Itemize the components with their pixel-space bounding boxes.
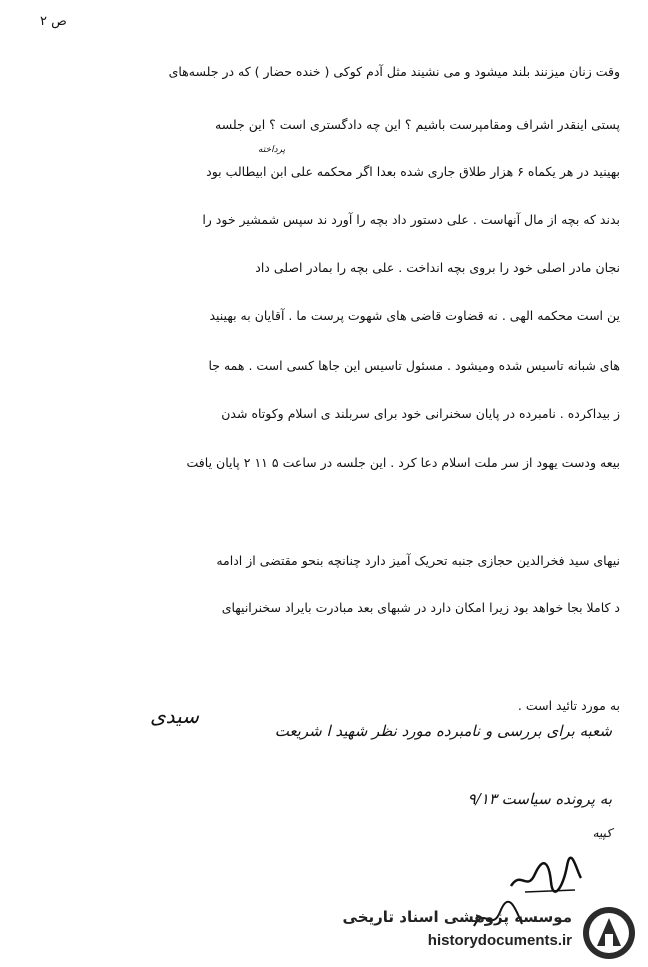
interlinear-note: پرداخته [258, 145, 286, 155]
body-line-9: بیعه ودست یهود از سر ملت اسلام دعا کرد . این جلسه در ساعت ۵ ۱۱ ۲ پایان یافت [186, 455, 620, 470]
watermark-title: موسسه پژوهشی اسناد تاریخی [342, 908, 572, 926]
body-line-4: بدند که بچه از مال آنهاست . علی دستور داد بچه را آورد ند سپس شمشیر خود را [202, 212, 620, 227]
body-line-7: های شبانه تاسیس شده ومیشود . مسئول تاسیس این جاها کسی است . همه جا [208, 358, 620, 373]
handwritten-note-line-1: شعبه برای بررسی و نامبرده مورد نظر شهید ا شریعت [274, 722, 612, 740]
section-line-1: نیهای سید فخرالدین حجازی جنبه تحریک آمیز دارد چنانچه بنحو مقتضی از ادامه [216, 553, 620, 568]
body-line-3: بهینید در هر یکماه ۶ هزار طلاق جاری شده بعدا اگر محکمه علی ابن ابیطالب بود [206, 164, 620, 179]
handwritten-signature-bottom [505, 852, 585, 902]
body-line-2: پستی اینقدر اشراف ومقامپرست باشیم ؟ این چه دادگستری است ؟ این جلسه [215, 117, 620, 132]
archive-logo-icon [580, 904, 638, 962]
watermark [342, 902, 642, 964]
page-number: ص ۲ [40, 14, 67, 29]
confirmation-text: به مورد تائید است . [517, 698, 620, 713]
body-line-1: وقت زنان میزنند بلند میشود و می نشیند مثل آدم کوکی ( خنده حضار ) که در جلسه‌های [168, 64, 620, 79]
watermark-url: historydocuments.ir [427, 932, 572, 949]
section-line-2: د کاملا بجا خواهد بود زیرا امکان دارد در شبهای بعد مبادرت بایراد سخنرانیهای [221, 600, 620, 615]
body-line-5: نجان مادر اصلی خود را بروی بچه انداخت . علی بچه را بمادر اصلی داد [255, 260, 620, 275]
body-line-8: ز بیداکرده . نامبرده در پایان سخنرانی خود برای سربلند ی اسلام وکوتاه شدن [221, 406, 620, 421]
handwritten-signature-top: سیدی [150, 704, 199, 728]
handwritten-note-line-3: کپیه [592, 826, 612, 840]
handwritten-note-line-2: به پرونده سیاست ۹/۱۳ [467, 790, 612, 808]
body-line-6: ین است محکمه الهی . نه قضاوت قاضی های شهوت پرست ما . آقایان به بهینید [209, 308, 620, 323]
